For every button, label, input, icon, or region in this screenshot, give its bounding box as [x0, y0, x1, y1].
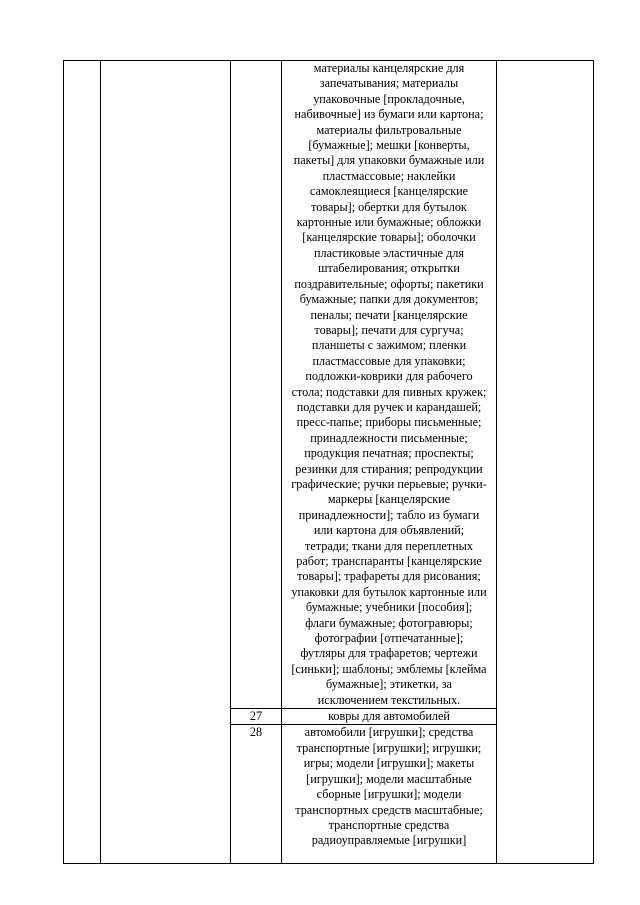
class-number-cell: 28 [231, 725, 282, 864]
goods-line: графические; ручки перьевые; ручки- [291, 476, 487, 491]
goods-line: автомобили [игрушки]; средства [304, 725, 474, 740]
goods-line: транспортные [игрушки]; игрушки; [296, 740, 482, 755]
goods-line: [канцелярские товары]; оболочки [302, 230, 476, 245]
goods-line: пакеты] для упаковки бумажные или [293, 153, 485, 168]
goods-line: сборные [игрушки]; модели [316, 787, 462, 802]
index-cell [64, 61, 101, 864]
goods-list [282, 61, 496, 708]
goods-list [282, 709, 496, 724]
class-number-cell [231, 61, 282, 709]
goods-line: картонные или бумажные; обложки [296, 215, 482, 230]
goods-line: [игрушки]; модели масштабные [306, 771, 472, 786]
goods-line: исключением текстильных. [317, 692, 461, 707]
goods-list-cell [282, 725, 497, 864]
goods-list-cell [282, 61, 497, 709]
goods-line: запечатывания; материалы [319, 76, 459, 91]
goods-line: маркеры [канцелярские [327, 492, 451, 507]
goods-line: подложки-коврики для рабочего [305, 369, 473, 384]
goods-line: радиоуправляемые [игрушки] [311, 833, 467, 848]
goods-line: упаковочные [прокладочные, [313, 91, 465, 106]
goods-list [282, 725, 496, 848]
goods-line: подставки для ручек и карандашей; [296, 399, 482, 414]
goods-line: футляры для трафаретов; чертежи [300, 646, 478, 661]
class-number-cell: 27 [231, 709, 282, 725]
goods-line: материалы канцелярские для [313, 61, 465, 75]
goods-line: планшеты с зажимом; пленки [311, 338, 467, 353]
goods-line: товары]; обертки для бутылок [311, 199, 467, 214]
goods-line: самоклеящиеся [канцелярские [309, 184, 469, 199]
goods-list-cell [282, 709, 497, 725]
goods-line: транспортные средства [328, 817, 450, 832]
goods-line: фотографии [отпечатанные]; [314, 631, 464, 646]
goods-line: [бумажные]; мешки [конверты, [308, 138, 470, 153]
goods-line: упаковки для бутылок картонные или [291, 584, 487, 599]
goods-line: пластмассовые; наклейки [322, 168, 456, 183]
goods-line: резинки для стирания; репродукции [295, 461, 483, 476]
goods-line: игры; модели [игрушки]; макеты [303, 756, 475, 771]
goods-line: бумажные]; этикетки, за [326, 677, 452, 692]
goods-line: транспортных средств масштабные; [295, 802, 483, 817]
notes-cell [497, 61, 594, 864]
goods-line: стола; подставки для пивных кружек; [291, 384, 487, 399]
goods-line: продукция печатная; проспекты; [304, 446, 474, 461]
goods-line: работ; транспаранты [канцелярские [296, 554, 482, 568]
goods-line: пеналы; печати [канцелярские [310, 307, 468, 322]
goods-line: поздравительные; офорты; пакетики [294, 276, 484, 291]
goods-line: принадлежности письменные; [310, 430, 468, 445]
goods-line: принадлежности]; табло из бумаги [298, 507, 480, 522]
goods-line: [синьки]; шаблоны; эмблемы [клейма [291, 661, 487, 676]
goods-line: пластиковые эластичные для [313, 245, 464, 260]
goods-line: ковры для автомобилей [328, 709, 450, 724]
goods-line: пластмассовые для упаковки; [312, 353, 466, 368]
goods-line: тетради; ткани для переплетных [305, 538, 473, 553]
goods-line: товары]; печати для сургуча; [314, 322, 464, 337]
goods-line: флаги бумажные; фотогравюры; [305, 615, 473, 630]
table-row [64, 61, 594, 709]
applicant-cell [101, 61, 231, 864]
goods-classification-table [63, 60, 594, 864]
goods-line: бумажные; папки для документов; [299, 292, 479, 307]
goods-line: пресс-папье; приборы письменные; [296, 415, 482, 430]
goods-line: товары]; трафареты для рисования; [297, 569, 481, 584]
goods-line: набивочные] из бумаги или картона; [294, 107, 484, 122]
goods-line: бумажные; учебники [пособия]; [305, 600, 473, 615]
goods-line: материалы фильтровальные [316, 122, 462, 137]
goods-line: или картона для объявлений; [313, 523, 465, 538]
goods-line: штабелирования; открытки [318, 261, 460, 276]
